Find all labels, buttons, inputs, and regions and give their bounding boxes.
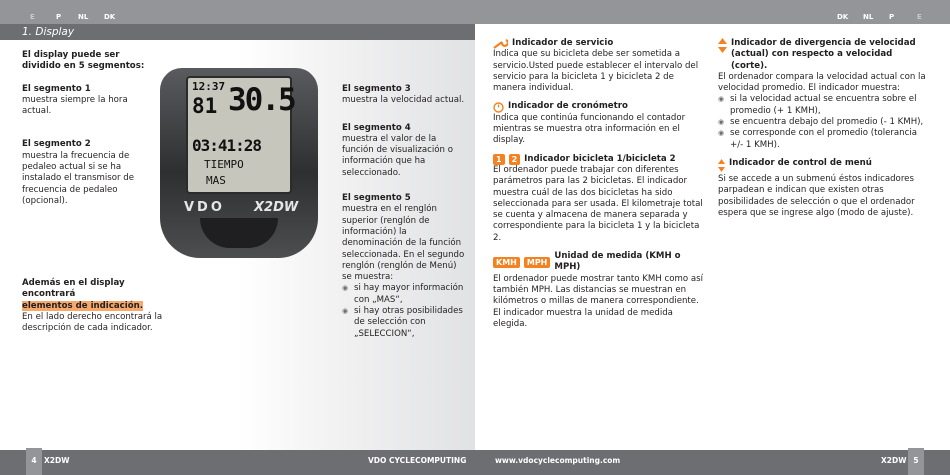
lang-tab[interactable]: DK [837, 13, 849, 21]
unit-title: Unidad de medida (KMH o MPH) [554, 251, 681, 273]
section-title: 1. Display [0, 24, 475, 40]
extra-text: En el lado derecho encontrará la descripción de cada indicador. [22, 311, 163, 334]
chrono-title: Indicador de cronómetro [508, 101, 628, 112]
right-column-2 [718, 38, 930, 219]
intro-text: El display puede ser dividido en 5 segmentos: [22, 50, 145, 72]
top-bar-right [475, 0, 950, 24]
footer-model-left: X2DW [44, 456, 70, 465]
up-down-arrow-icon [718, 38, 727, 54]
left-column [22, 50, 152, 207]
lang-tab[interactable]: P [889, 13, 895, 21]
lang-tab[interactable]: NL [78, 13, 89, 21]
extra-bold: Además en el display encontrará [22, 278, 125, 300]
lang-tab[interactable]: P [56, 13, 62, 21]
wrench-icon [493, 39, 508, 49]
middle-column [342, 84, 467, 340]
seg4-title: El segmento 4 [342, 122, 411, 133]
bike1-badge: 1 [493, 154, 505, 165]
lcd-total: 03:41:28 [192, 136, 262, 155]
lcd-screen [186, 76, 295, 194]
lang-tab[interactable]: NL [863, 13, 874, 21]
stopwatch-icon [493, 102, 504, 113]
lcd-time: 12:37 [192, 80, 226, 93]
lcd-line1: TIEMPO [204, 158, 244, 171]
service-text: Indica que su bicicleta debe ser sometida a servicio.Usted puede establecer el intervalo del servicio para la bicicleta 1 y bicicleta 2 de manera individual. [493, 49, 699, 94]
lang-tab[interactable]: E [917, 13, 922, 21]
diverg-text: El ordenador compara la velocidad actual con la velocidad promedio. El indicador muestra: [718, 71, 926, 94]
diverg-bullet: ◉ se encuentra debajo del promedio (- 1 KMH), [718, 117, 930, 128]
seg5-bullet: ◉ si hay otras posibilidades de selección con „SELECCION“, [342, 306, 467, 340]
seg4-text: muestra el valor de la función de visualización o información que ha seleccionado. [342, 133, 453, 178]
diverg-bullet: ◉ se corresponde con el promedio (tolerancia +/- 1 KMH). [718, 128, 930, 151]
top-bar-left [0, 0, 475, 24]
seg5-text: muestra en el renglón superior (renglón de información) la denominación de la función seleccionada. En el segundo renglón (renglón de Menú) se muestra: [342, 204, 465, 283]
lang-tab[interactable]: E [30, 13, 35, 21]
unit-text: El ordenador puede mostrar tanto KMH como así también MPH. Las distancias se muestran en kilómetros o millas de manera correspondiente. El indicador muestra la unidad de medida elegida. [493, 273, 703, 329]
footer-model-right: X2DW [881, 456, 907, 465]
seg3-title: El segmento 3 [342, 84, 411, 94]
page-number-left: 4 [26, 448, 42, 475]
kmh-badge: KMH [493, 257, 520, 268]
menu-text: Si se accede a un submenú éstos indicadores parpadean e indican que existen otras posibilidades de selección o que el ordenador espera que se ingrese algo (modo de ajuste). [718, 173, 915, 218]
seg5-bullet: ◉ si hay mayor información con „MAS“, [342, 283, 467, 306]
lcd-line2: MAS [206, 174, 226, 187]
bike2-badge: 2 [509, 154, 521, 165]
right-column-1 [493, 38, 703, 330]
bike-computer-image [160, 68, 318, 264]
menu-arrows-icon [718, 158, 725, 174]
footer-company: VDO CYCLECOMPUTING [368, 456, 467, 465]
menu-title: Indicador de control de menú [729, 157, 872, 168]
seg1-text: muestra siempre la hora actual. [22, 94, 128, 117]
chrono-text: Indica que continúa funcionando el contador mientras se muestra otra información en el display. [493, 112, 686, 146]
bike-title: Indicador bicicleta 1/bicicleta 2 [524, 153, 676, 164]
lcd-speed: 30.5 [228, 82, 295, 118]
service-title: Indicador de servicio [512, 38, 614, 48]
footer-url[interactable]: www.vdocyclecomputing.com [495, 456, 621, 465]
diverg-title: Indicador de divergencia de velocidad (actual) con respecto a velocidad (corte). [731, 38, 916, 71]
seg3-text: muestra la velocidad actual. [342, 95, 465, 106]
brand-logo: VDO [184, 200, 225, 215]
seg2-title: El segmento 2 [22, 139, 91, 150]
footer-right [475, 450, 950, 475]
mph-badge: MPH [524, 257, 551, 268]
lcd-cadence: 81 [192, 94, 218, 118]
extra-highlight: elementos de indicación. [22, 300, 143, 311]
model-logo: X2DW [254, 200, 299, 215]
seg5-title: El segmento 5 [342, 193, 411, 204]
footer-left [0, 450, 475, 475]
extra-block [22, 278, 172, 334]
seg2-text: muestra la frecuencia de pedaleo actual si se ha instalado el transmisor de frecuencia de pedaleo (opcional). [22, 150, 135, 206]
lang-tab[interactable]: DK [104, 13, 116, 21]
bike-text: El ordenador puede trabajar con diferentes parámetros para las 2 bicicletas. El indicador muestra cuál de las dos bicicletas ha sido seleccionada para ser usada. El kilometraje total se cuenta y almacena de manera separada y correspondiente para la bicicleta 1 y la bicicleta 2. [493, 164, 703, 243]
page-number-right: 5 [908, 448, 924, 475]
diverg-bullet: ◉ si la velocidad actual se encuentra sobre el promedio (+ 1 KMH), [718, 94, 930, 117]
seg1-title: El segmento 1 [22, 83, 91, 94]
